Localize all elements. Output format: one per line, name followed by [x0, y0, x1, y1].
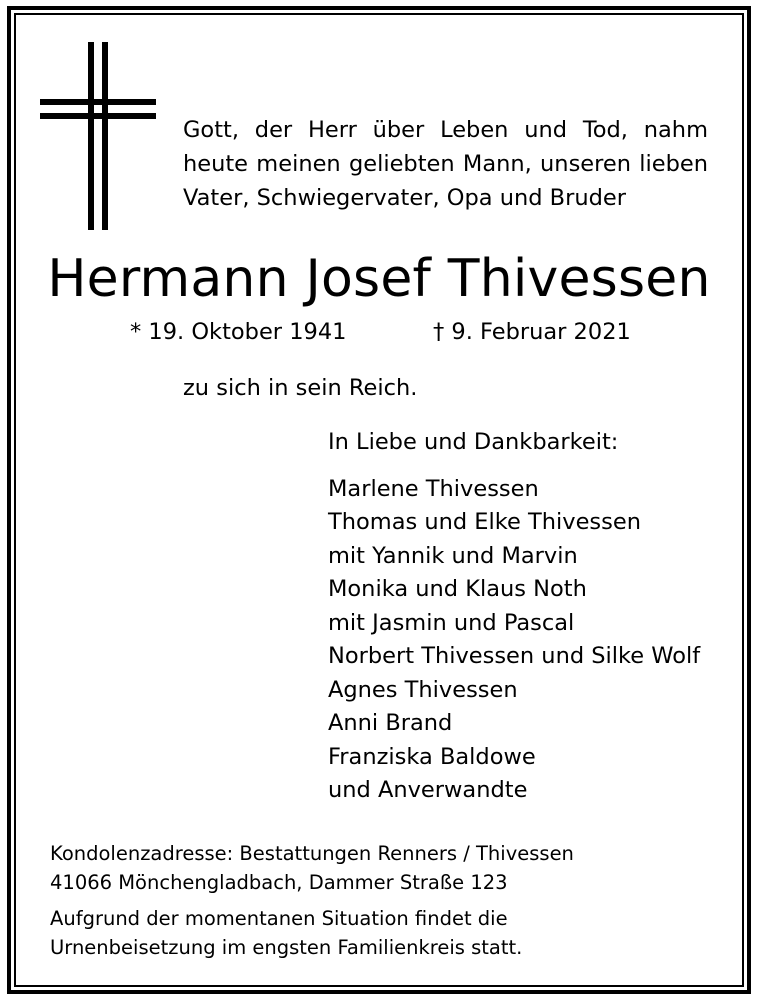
mourner-name: Anni Brand: [328, 710, 453, 736]
notice-line: Urnenbeisetzung im engsten Familienkreis statt.: [50, 936, 523, 959]
cross-icon: [40, 42, 156, 230]
condolence-address: [50, 839, 574, 897]
mourner-name: Agnes Thivessen: [328, 676, 518, 703]
burial-notice: [50, 904, 522, 962]
deceased-name: Hermann Josef Thivessen: [47, 249, 711, 309]
mourner-name: und Anverwandte: [328, 777, 528, 803]
mourner-name: Franziska Baldowe: [328, 743, 536, 770]
mourners-list: [328, 426, 700, 808]
mourner-name: Thomas und Elke Thivessen: [328, 509, 641, 535]
mourner-name: Monika und Klaus Noth: [328, 576, 587, 602]
intro-line: Gott, der Herr über Leben und Tod, nahm: [183, 117, 708, 143]
birth-date: * 19. Oktober 1941: [130, 319, 347, 345]
notice-line: Aufgrund der momentanen Situation findet die: [50, 907, 508, 930]
intro-text: [183, 113, 708, 215]
condolence-line: Kondolenzadresse: Bestattungen Renners / Thivessen: [50, 842, 574, 865]
mourner-name: Marlene Thivessen: [328, 475, 539, 502]
mourners-heading: In Liebe und Dankbarkeit:: [328, 429, 619, 455]
mourner-name: mit Jasmin und Pascal: [328, 609, 575, 636]
condolence-line: 41066 Mönchengladbach, Dammer Straße 123: [50, 871, 508, 894]
closing-text: zu sich in sein Reich.: [183, 375, 418, 401]
death-date: † 9. Februar 2021: [433, 319, 631, 345]
intro-line: heute meinen geliebten Mann, unseren lieben: [183, 151, 708, 177]
mourner-name: Norbert Thivessen und Silke Wolf: [328, 643, 701, 669]
intro-line: Vater, Schwiegervater, Opa und Bruder: [183, 185, 626, 211]
mourner-name: mit Yannik und Marvin: [328, 542, 578, 569]
